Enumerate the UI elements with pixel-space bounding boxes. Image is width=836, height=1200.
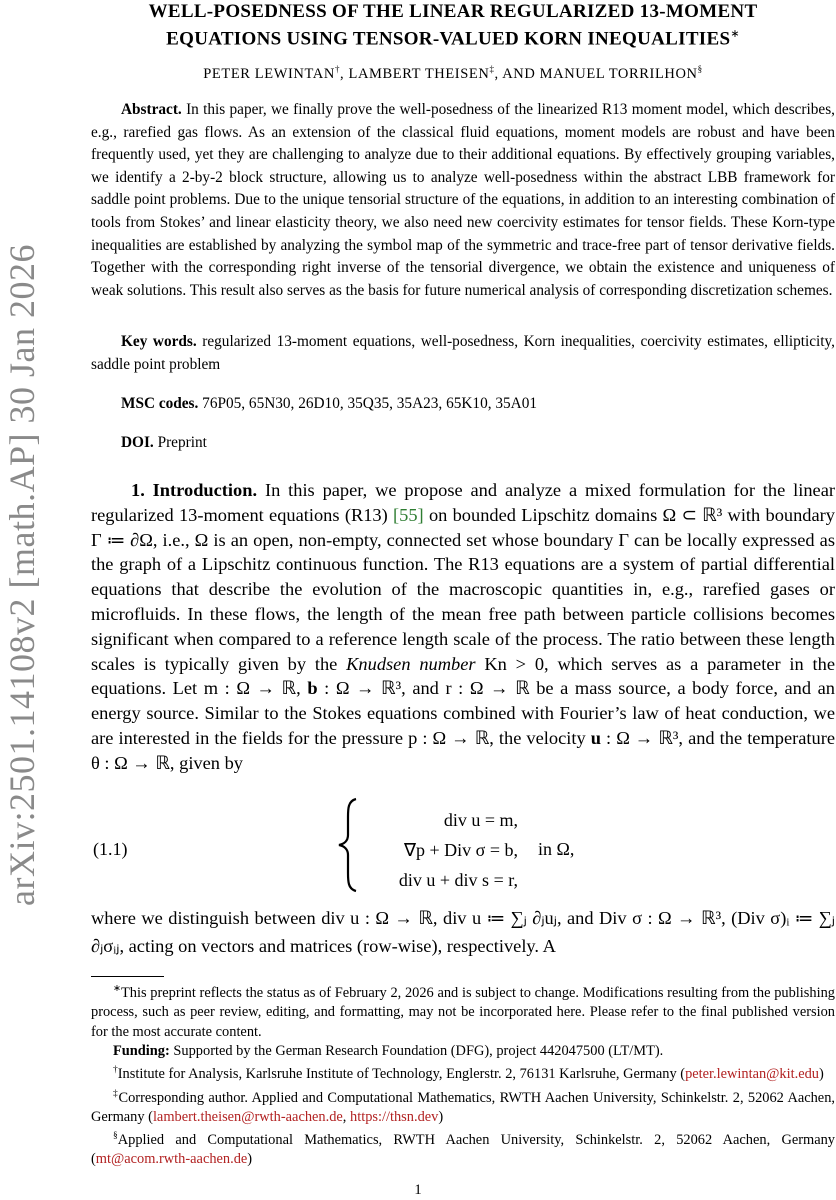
author-1-mark: † bbox=[334, 64, 341, 74]
footnote-section: §Applied and Computational Mathematics, RWTH Aachen University, Schinkelstr. 2, 52062 Aachen, Germany (mt@acom.rwth-aachen.de) bbox=[91, 1131, 835, 1168]
email-torrilhon[interactable]: mt@acom.rwth-aachen.de bbox=[95, 1151, 248, 1168]
footnote-section-text: Applied and Computational Mathematics, RWTH Aachen University, Schinkelstr. 2, 52062 Aachen, Germany bbox=[117, 1132, 835, 1149]
url-thsn[interactable]: https://thsn.dev bbox=[350, 1108, 439, 1125]
arxiv-identifier: arXiv:2501.14108v2 [math.AP] 30 Jan 2026 bbox=[2, 244, 42, 906]
msc-label: MSC codes. bbox=[121, 395, 199, 412]
citation-link[interactable]: [55] bbox=[393, 504, 424, 525]
introduction-paragraph bbox=[91, 478, 835, 776]
keywords-label: Key words. bbox=[121, 333, 197, 350]
author-2-mark: ‡ bbox=[489, 64, 495, 74]
title-line-2: EQUATIONS USING TENSOR-VALUED KORN INEQUALITIES bbox=[166, 28, 731, 50]
footnote-star-mark: ∗ bbox=[113, 984, 121, 994]
abstract-label: Abstract. bbox=[121, 101, 182, 118]
footnote-ddagger: ‡Corresponding author. Applied and Computational Mathematics, RWTH Aachen University, Schinkelstr. 2, 52062 Aachen, Germany (lambert.theisen@rwth-aachen.de, https://thsn.dev) bbox=[91, 1088, 835, 1125]
funding-text: Supported by the German Research Foundation (DFG), project 442047500 (LT/MT). bbox=[173, 1043, 664, 1060]
knudsen-term: Knudsen number bbox=[346, 653, 476, 674]
velocity-symbol: u bbox=[590, 727, 601, 748]
footnote-section-mark: § bbox=[113, 1131, 118, 1142]
footnote-funding bbox=[91, 1042, 835, 1061]
footnote-dagger-mark: † bbox=[113, 1065, 118, 1076]
doi bbox=[91, 432, 835, 455]
title-line-1: WELL-POSEDNESS OF THE LINEAR REGULARIZED 13-MOMENT bbox=[148, 1, 758, 22]
footnote-star-text: This preprint reflects the status as of February 2, 2026 and is subject to change. Modifications resulting from the publishing process, such as peer review, editing, and formatting, may not be incorporated here. Please refer to the final published version for the most accurate content. bbox=[91, 984, 835, 1040]
intro-text-2: on bounded Lipschitz domains Ω ⊂ ℝ³ with boundary Γ ≔ ∂Ω, i.e., Ω is an open, non-empty, connected set whose boundary Γ can be locally expressed as the graph of a Lipschitz continuous function. The R13 equations are a system of partial differential equations that describe the evolution of the macroscopic quantities in, e.g., rarefied gases or microfluids. In these flows, the length of the mean free path between particle collisions becomes significant when compared to a reference length scale of the process. The ratio between these length scales is typically given by the bbox=[91, 504, 835, 674]
email-theisen[interactable]: lambert.theisen@rwth-aachen.de bbox=[152, 1108, 343, 1125]
post-equation-text: where we distinguish between div u : Ω → ℝ, div u ≔ ∑ⱼ ∂ⱼuⱼ, and Div σ : Ω → ℝ³, (Div σ)ᵢ ≔ ∑ⱼ ∂ⱼσᵢⱼ, acting on vectors and matrices (row-wise), respectively. A bbox=[91, 908, 835, 956]
author-separator: , bbox=[340, 65, 345, 82]
author-2: LAMBERT THEISEN bbox=[348, 65, 490, 82]
keywords bbox=[91, 331, 835, 376]
page-number: 1 bbox=[414, 1182, 422, 1198]
footnote-dagger: †Institute for Analysis, Karlsruhe Institute of Technology, Englerstr. 2, 76131 Karlsruhe, Germany (peter.lewintan@kit.edu) bbox=[113, 1065, 824, 1083]
intro-text-5: : Ω → ℝ³, and the temperature θ : Ω → ℝ, given by bbox=[91, 727, 836, 773]
intro-text-1: In this paper, we propose and analyze a mixed formulation for the linear regularized 13-moment equations (R13) bbox=[91, 480, 835, 525]
abstract bbox=[91, 99, 835, 302]
intro-text-3: Kn > 0, which serves as a parameter in the equations. Let m : Ω → ℝ, bbox=[91, 653, 836, 699]
msc-text: 76P05, 65N30, 26D10, 35Q35, 35A23, 65K10, 35A01 bbox=[202, 395, 538, 412]
arxiv-sidebar bbox=[2, 205, 42, 945]
author-and: , AND bbox=[494, 65, 536, 82]
equation-system bbox=[358, 805, 518, 895]
footnotes bbox=[91, 980, 835, 1170]
author-3: MANUEL TORRILHON bbox=[539, 65, 698, 82]
author-list bbox=[70, 64, 836, 83]
body-force-symbol: b bbox=[307, 678, 318, 699]
footnote-star bbox=[91, 980, 835, 1042]
title-footnote-mark: ∗ bbox=[730, 28, 740, 40]
section-heading: 1. Introduction. bbox=[131, 480, 258, 500]
email-lewintan[interactable]: peter.lewintan@kit.edu bbox=[685, 1066, 819, 1083]
equation-number: (1.1) bbox=[93, 839, 128, 859]
footnote-rule bbox=[91, 976, 164, 977]
intro-text-4: : Ω → ℝ³, and r : Ω → ℝ be a mass source, a body force, and an energy source. Similar to the Stokes equations combined with Fourier’s law of heat conduction, we are interested in the fields for the pressure p : Ω → ℝ, the velocity bbox=[91, 678, 835, 748]
footnote-ddagger-mark: ‡ bbox=[113, 1088, 119, 1099]
msc-codes bbox=[91, 393, 835, 416]
funding-label: Funding: bbox=[113, 1043, 170, 1060]
footnote-dagger-text: Institute for Analysis, Karlsruhe Institute of Technology, Englerstr. 2, 76131 Karlsruhe, Germany bbox=[117, 1066, 677, 1083]
doi-label: DOI. bbox=[121, 434, 154, 451]
paper-title bbox=[70, 0, 836, 50]
equation-line-3: div u + div s = r, bbox=[398, 870, 518, 890]
keywords-text: regularized 13-moment equations, well-posedness, Korn inequalities, coercivity estimates, ellipticity, saddle point problem bbox=[91, 333, 835, 373]
equation-line-2: ∇p + Div σ = b, bbox=[403, 840, 518, 860]
author-1: PETER LEWINTAN bbox=[203, 65, 335, 82]
equation-domain: in Ω, bbox=[538, 839, 575, 859]
equation-line-1: div u = m, bbox=[443, 810, 518, 830]
doi-text: Preprint bbox=[157, 434, 207, 451]
abstract-text: In this paper, we finally prove the well-posedness of the linearized R13 moment model, which describes, e.g., rarefied gas flows. As an extension of the classical fluid equations, moment models are robust and have been frequently used, yet they are challenging to analyze due to their additional equations. By effectively grouping variables, we identify a 2-by-2 block structure, allowing us to analyze well-posedness within the abstract LBB framework for saddle point problems. Due to the unique tensorial structure of the equations, in addition to an interesting combination of tools from Stokes’ and linear elasticity theory, we also need new coercivity estimates for tensor fields. These Korn-type inequalities are established by analyzing the symbol map of the symmetric and trace-free part of tensor derivative fields. Together with the corresponding right inverse of the tensorial divergence, we obtain the existence and uniqueness of weak solutions. This result also serves as the basis for future numerical analysis of corresponding discretization schemes. bbox=[91, 101, 835, 299]
footnote-ddagger-text: Corresponding author. Applied and Computational Mathematics, RWTH Aachen University, Schinkelstr. 2, 52062 Aachen, Germany bbox=[91, 1089, 835, 1125]
author-3-mark: § bbox=[697, 64, 703, 74]
